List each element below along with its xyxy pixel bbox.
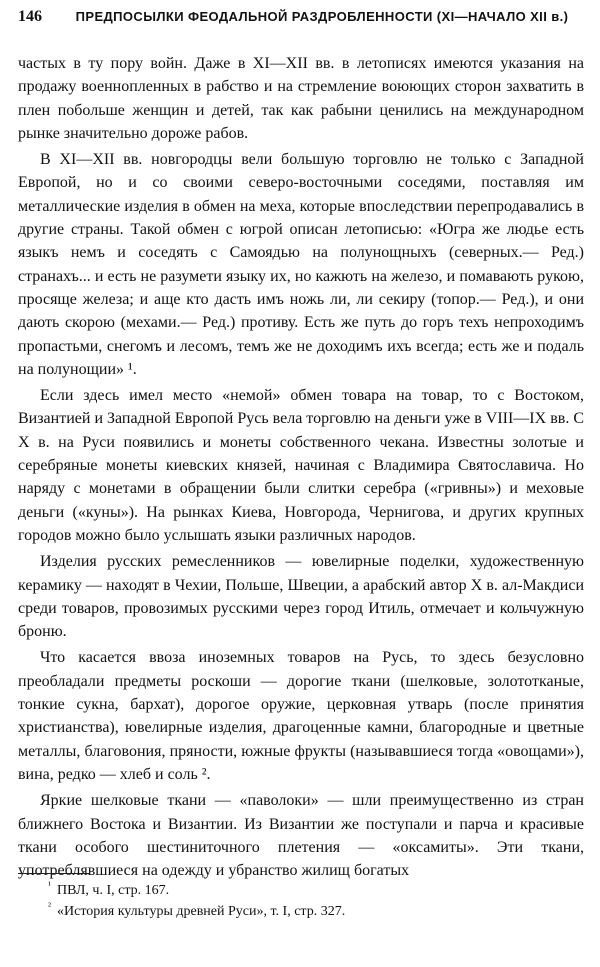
paragraph: В XI—XII вв. новгородцы вели большую торговлю не только с Западной Европой, но и со своими северо-восточными соседями, поставляя им металлические изделия в обмен на меха, которые впоследствии перепродавались в другие страны. Такой обмен с югрой описан летописью: «Югра же людье есть языкъ немъ и соседять с Самоядью на полунощныхъ (северных.— Ред.) странахъ... и есть не разумети языку их, но кажють на железо, и помавають рукою, просяще железа; и аще кто дасть имъ ножь ли, ли секиру (топор.— Ред.), и они дають скорою (мехами.— Ред.) противу. Есть же путь до горъ техъ непроходимъ пропастьми, снегомъ и лесомъ, темъ же не доходимъ ихъ всегда; есть же и подаль на полунощии» ¹. (18, 151, 584, 378)
page-number: 146 (18, 8, 42, 25)
footnote-mark: ² (48, 901, 51, 913)
footnote-text: ПВЛ, ч. I, стр. 167. (57, 883, 170, 898)
footnote-mark: ¹ (48, 880, 51, 892)
paragraph: Если здесь имел место «немой» обмен товара на товар, то с Востоком, Византией и Западной Европой Русь вела торговлю на деньги уже в VIII—IX вв. С X в. на Руси появились и монеты собственного чекана. Известны золотые и серебряные монеты киевских князей, начиная с Владимира Святославича. Но наряду с монетами в обращении были слитки серебра («гривны») и меховые деньги («куны»). На рынках Киева, Новгорода, Чернигова, и других крупных городов можно было услышать языки различных народов. (18, 387, 584, 544)
paragraph: Яркие шелковые ткани — «паволоки» — шли преимущественно из стран ближнего Востока и Византии. Из Византии же поступали и парча и красивые ткани особого шестиниточного плетения — «оксамиты». Эти ткани, употреблявшиеся на одежду и убранство жилищ богатых (18, 792, 584, 880)
paragraph: Изделия русских ремесленников — ювелирные поделки, художественную керамику — находят в Чехии, Польше, Швеции, а арабский автор X в. ал-Макдиси среди товаров, провозимых русскими через город Итиль, отмечает и кольчужную броню. (18, 553, 584, 641)
paragraph: частых в ту пору войн. Даже в XI—XII вв. в летописях имеются указания на продажу военнопленных в рабство и на стремление воюющих сторон захватить в плен побольше женщин и детей, так как рабыни ценились на международном рынке значительно дороже рабов. (18, 55, 584, 142)
footnote (18, 901, 584, 922)
footnote-text: «История культуры древней Руси», т. I, стр. 327. (57, 904, 346, 919)
page-header (18, 8, 584, 28)
paragraph: Что касается ввоза иноземных товаров на Русь, то здесь безусловно преобладали предметы роскоши — дорогие ткани (шелковые, золототканые, тонкие сукна, бархат), дорогое оружие, церковная утварь (после принятия христианства), ювелирные изделия, драгоценные камни, благородные и цветные металлы, благовония, пряности, южные фрукты (называвшиеся тогда «овощами»), вина, редко — хлеб и соль ². (18, 649, 584, 783)
body-text (18, 52, 584, 885)
footnotes (18, 880, 584, 922)
footnote (18, 880, 584, 901)
running-title: ПРЕДПОСЫЛКИ ФЕОДАЛЬНОЙ РАЗДРОБЛЕННОСТИ (XI—НАЧАЛО XII в.) (75, 9, 569, 24)
footnote-divider (18, 873, 90, 874)
